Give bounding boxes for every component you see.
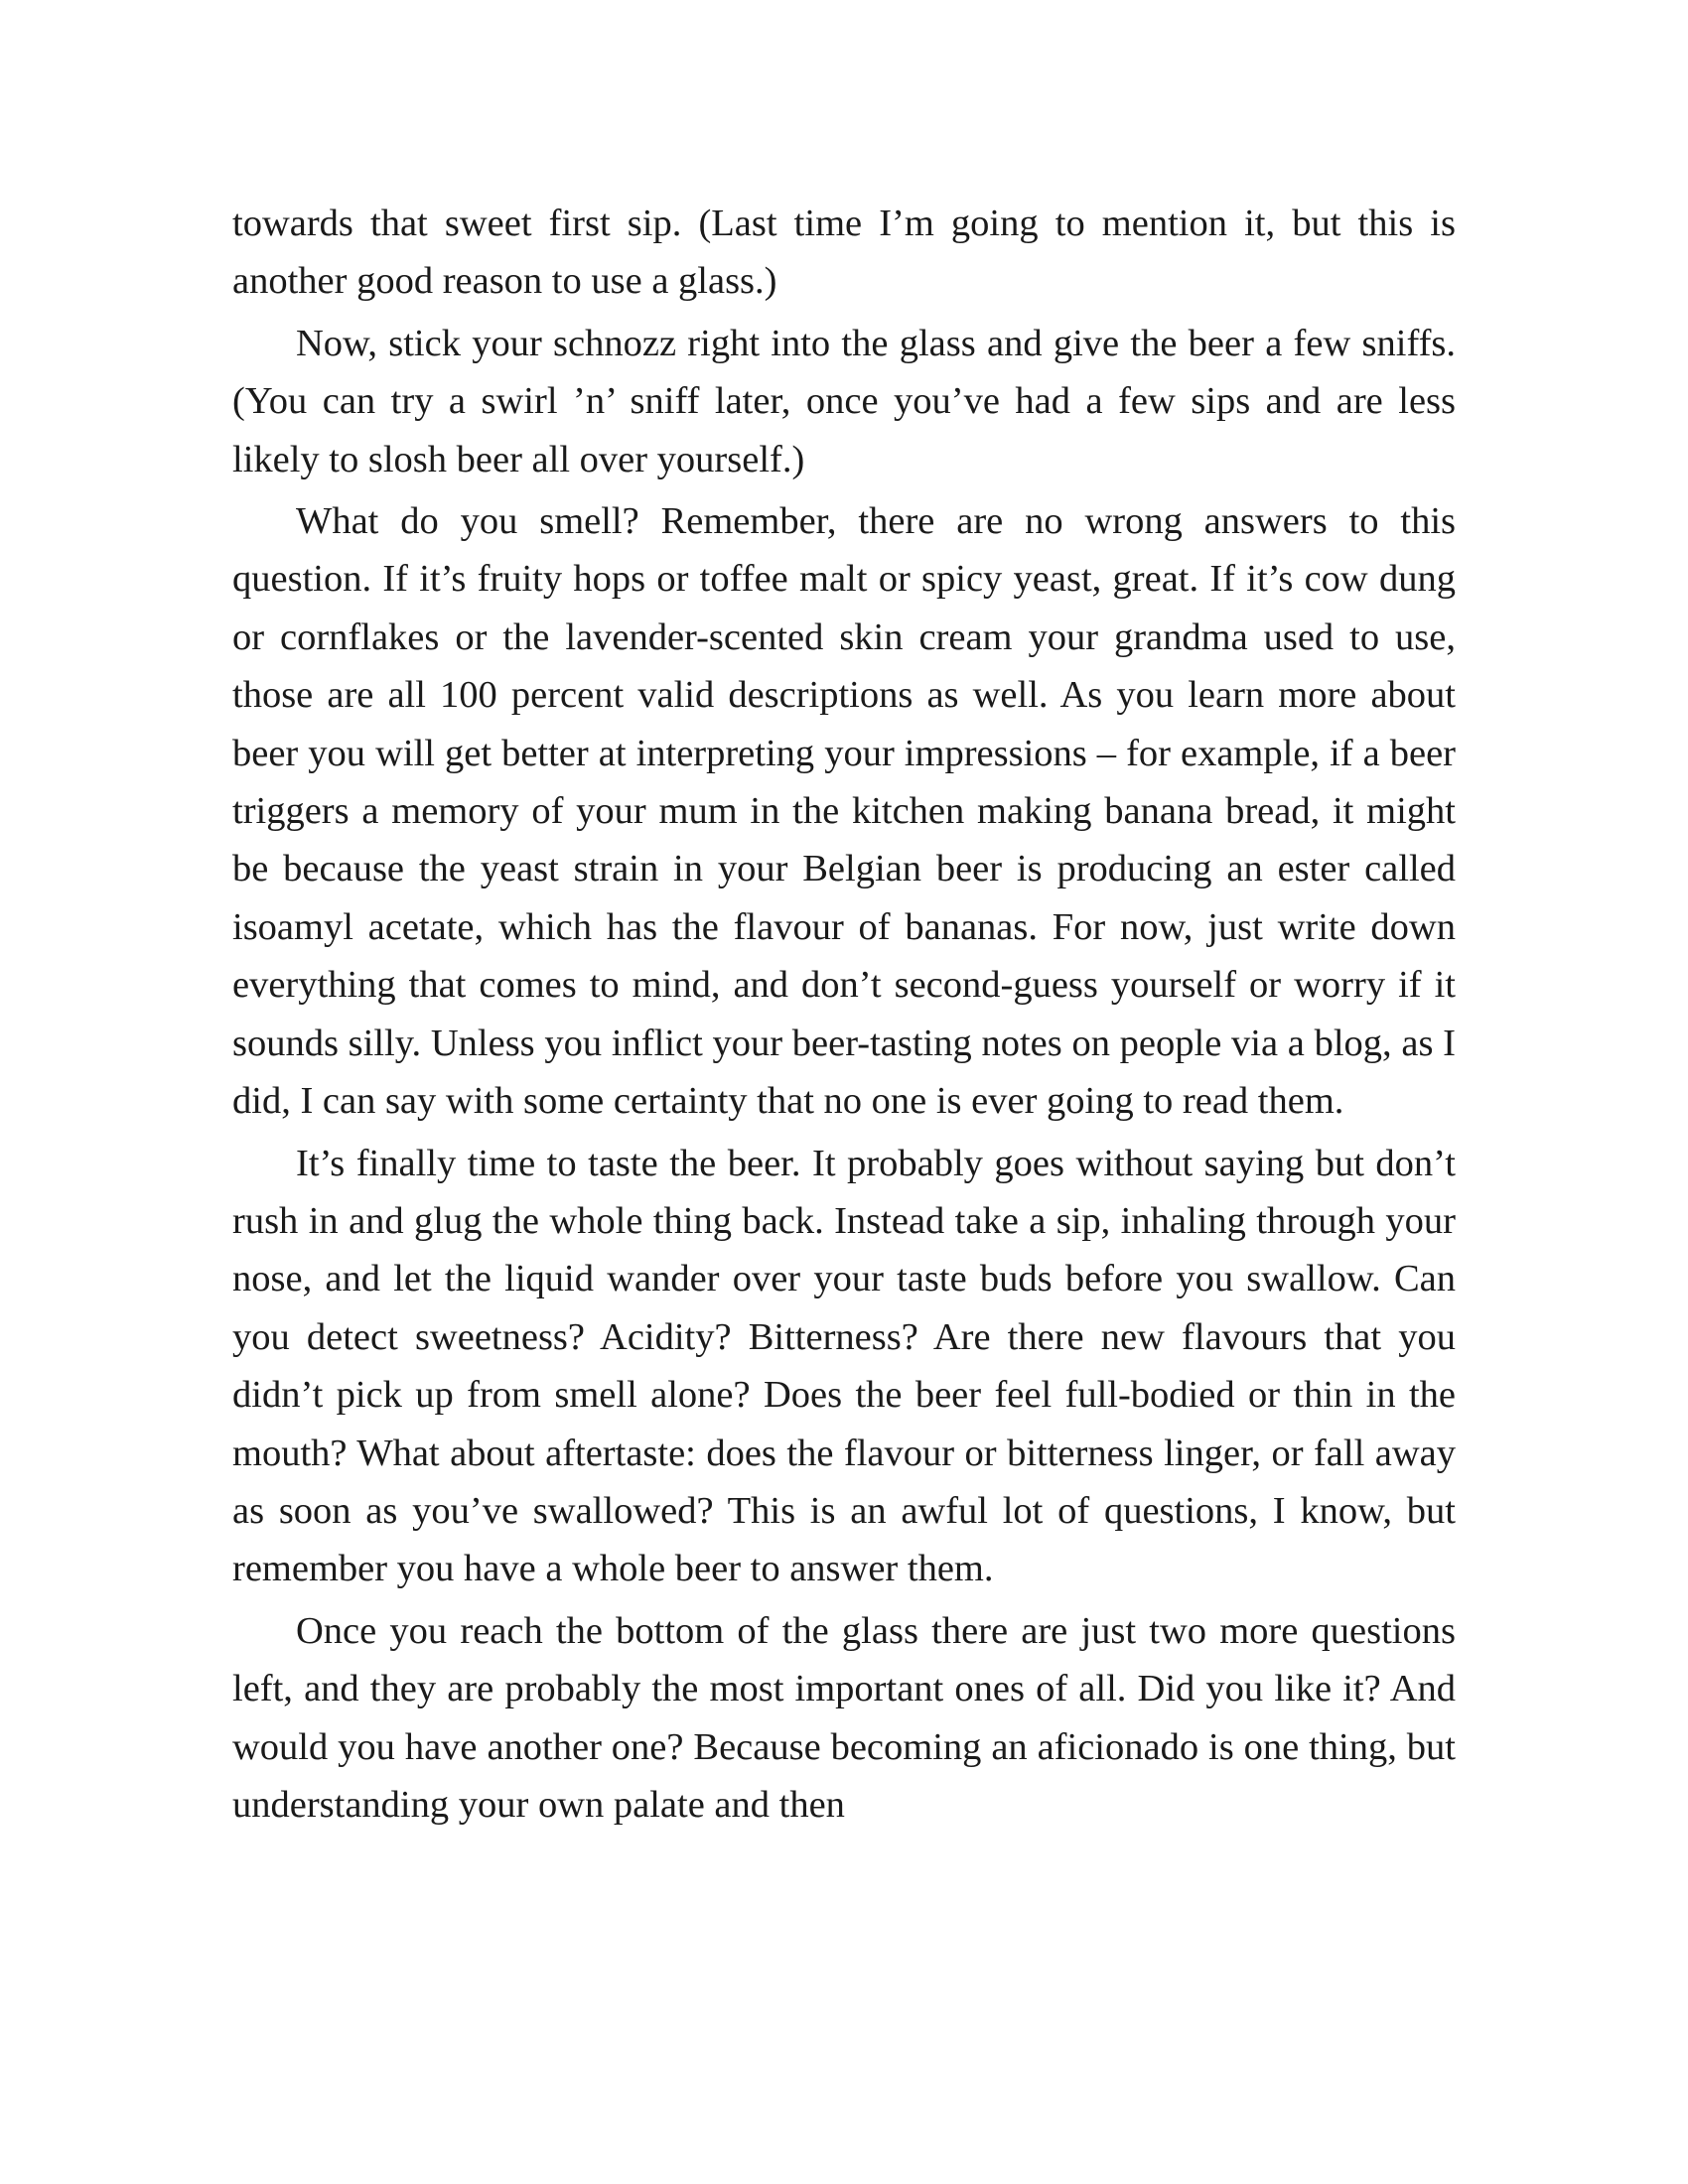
paragraph-taste: It’s finally time to taste the beer. It probably goes without saying but don’t rush in and glug the whole thing back. Instead take a sip, inhaling through your nose, and let the liquid wander over your taste buds before you swallow. Can you detect sweetness? Acidity? Bitterness? Are there new flavours that you didn’t pick up from smell alone? Does the beer feel full-bodied or thin in the mouth? What about aftertaste: does the flavour or bitterness linger, or fall away as soon as you’ve swallowed? This is an awful lot of questions, I know, but remember you have a whole beer to answer them. bbox=[232, 1142, 1456, 1590]
paragraph-sniff: Now, stick your schnozz right into the glass and give the beer a few sniffs. (You can try a swirl ’n’ sniff later, once you’ve had a few sips and are less likely to slosh beer all over yourself.) bbox=[232, 322, 1456, 480]
paragraph-continued: towards that sweet first sip. (Last time I’m going to mention it, but this is another good reason to use a glass.) bbox=[232, 203, 1456, 303]
paragraph-bottom-of-glass: Once you reach the bottom of the glass there are just two more questions left, and they are probably the most important ones of all. Did you like it? And would you have another one? Because becoming an aficionado is one thing, but understanding your own palate and then bbox=[232, 1609, 1456, 1826]
paragraph-smell: What do you smell? Remember, there are no wrong answers to this question. If it’s fruity hops or toffee malt or spicy yeast, great. If it’s cow dung or cornflakes or the lavender-scented skin cream your grandma used to use, those are all 100 percent valid descriptions as well. As you learn more about beer you will get better at interpreting your impressions – for example, if a beer triggers a memory of your mum in the kitchen making banana bread, it might be because the yeast strain in your Belgian beer is producing an ester called isoamyl acetate, which has the flavour of bananas. For now, just write down everything that comes to mind, and don’t second-guess yourself or worry if it sounds silly. Unless you inflict your beer-tasting notes on people via a blog, as I did, I can say with some certainty that no one is ever going to read them. bbox=[232, 500, 1456, 1123]
page-body bbox=[232, 195, 1456, 1838]
